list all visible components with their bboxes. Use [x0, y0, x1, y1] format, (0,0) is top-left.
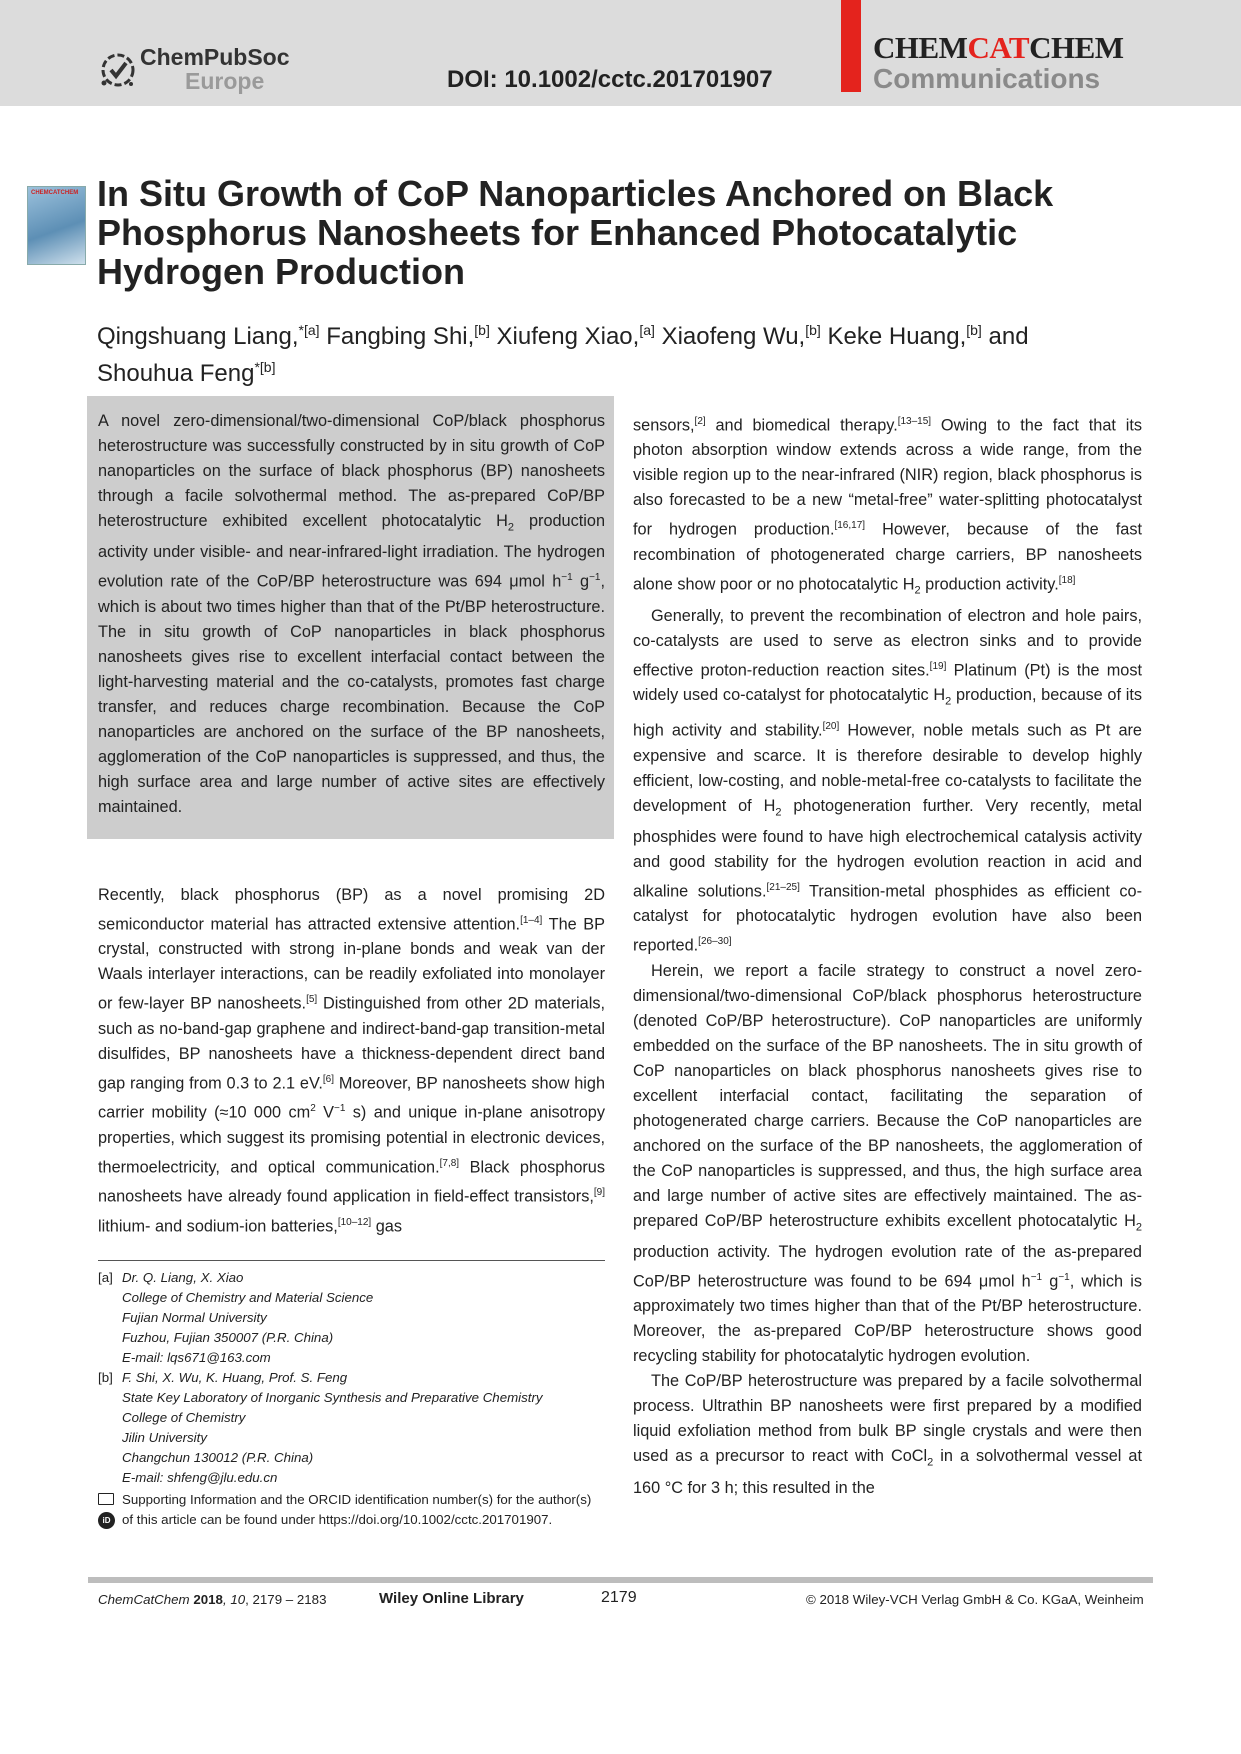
- wiley-online-library-link[interactable]: Wiley Online Library: [379, 1590, 524, 1607]
- text-segment: photogeneration further. Very recently, metal phosphides were found to have high electrochemical catalysis activity and good stability for the hydrogen evolution reaction in acid and alkaline solutions.: [633, 796, 1142, 901]
- abstract-segment: A novel zero-dimensional/two-dimensional CoP/black phosphorus heterostructure was successfully constructed by in situ growth of CoP nanoparticles on the surface of black phosphorus (BP) nanosheets through a facile solvothermal method. The as-prepared CoP/BP heterostructure exhibited excellent photocatalytic H: [98, 412, 605, 530]
- subscript: 2: [507, 521, 515, 534]
- body-paragraph: [633, 604, 1142, 959]
- body-paragraph: [633, 1369, 1142, 1500]
- affiliation-label: [b]: [98, 1370, 113, 1385]
- text-segment: Transition-metal phosphides as efficient co-catalyst for photocatalytic hydrogen evolution have also been reported.: [633, 882, 1142, 955]
- body-column-left: [98, 883, 605, 1239]
- text-segment: and biomedical therapy.: [705, 416, 898, 435]
- footnote-divider: [98, 1260, 605, 1261]
- superscript: −1: [334, 1103, 346, 1115]
- copyright: © 2018 Wiley-VCH Verlag GmbH & Co. KGaA, Weinheim: [806, 1592, 1144, 1607]
- affiliation-b: [98, 1368, 605, 1490]
- affiliation-line: Fujian Normal University: [122, 1310, 267, 1325]
- text-segment: sensors,: [633, 416, 695, 435]
- text-segment: The CoP/BP heterostructure was prepared by a facile solvothermal process. Ultrathin BP nanosheets were first prepared by a modified liquid exfoliation method from bulk BP single crystals and were then used as a precursor to react with CoCl: [633, 1372, 1142, 1466]
- journal-cover-thumbnail[interactable]: [27, 186, 86, 265]
- author-list: [97, 315, 1117, 389]
- subscript: 2: [914, 584, 921, 597]
- article-type: Communications: [873, 63, 1101, 94]
- text-segment: Owing to the fact that its photon absorption window extends across a wide range, from the visible region up to the near-infrared (NIR) region, black phosphorus is also forecasted to be a new “metal-free” water-splitting photocatalyst for hydrogen production.: [633, 416, 1142, 539]
- page-number: 2179: [601, 1589, 637, 1606]
- doi-link[interactable]: DOI: 10.1002/cctc.201701907: [447, 66, 773, 93]
- text-segment: s) and unique in-plane anisotropy properties, which suggest its promising potential in electronic devices, thermoelectricity, and optical communication.: [98, 1103, 605, 1177]
- affiliation-label: [a]: [98, 1270, 113, 1285]
- text-segment: g: [1042, 1272, 1059, 1291]
- affiliation-line: College of Chemistry and Material Science: [122, 1290, 374, 1305]
- reference-link[interactable]: [26–30]: [698, 936, 732, 948]
- footer-pages: , 2179 – 2183: [245, 1592, 327, 1607]
- author-affiliation: [b]: [474, 322, 490, 338]
- cover-label: CHEMCATCHEM: [31, 190, 79, 196]
- journal-header: [0, 0, 1241, 106]
- abstract-text: [98, 409, 605, 820]
- abstract-segment: production activity under visible- and near-infrared-light irradiation. The hydrogen evolution rate of the CoP/BP heterostructure was 694 μmol h: [98, 512, 605, 591]
- author-affiliation: *[a]: [298, 322, 320, 338]
- journal-title-accent: CAT: [967, 30, 1030, 65]
- reference-link[interactable]: [7,8]: [439, 1157, 460, 1169]
- author-name: Qingshuang Liang,: [97, 323, 299, 350]
- author-affiliation: *[b]: [254, 359, 276, 375]
- reference-link[interactable]: [6]: [322, 1073, 334, 1085]
- affiliation-line: Changchun 130012 (P.R. China): [122, 1450, 314, 1465]
- body-paragraph: [633, 959, 1142, 1370]
- footer-journal: ChemCatChem: [98, 1592, 190, 1607]
- abstract-segment: , which is about two times higher than that of the Pt/BP heterostructure. The in situ growth of CoP nanoparticles in black phosphorus nanosheets gives rise to excellent interfacial contact between the light-harvesting material and the co-catalysts, promotes fast charge transfer, and reduces charge recombination. Because the CoP nanoparticles are anchored on the surface of the BP nanosheets, agglomeration of the CoP nanoparticles is suppressed, and thus, the high surface area and large number of active sites are effectively maintained.: [98, 572, 605, 816]
- author-name: Xiaofeng Wu,: [661, 323, 806, 350]
- reference-link[interactable]: [20]: [822, 721, 840, 733]
- text-segment: Generally, to prevent the recombination of electron and hole pairs, co-catalysts are used to serve as electron sinks and to provide effective proton-reduction reaction sites.: [633, 606, 1142, 679]
- reference-link[interactable]: [13–15]: [897, 416, 932, 427]
- affiliation-line: F. Shi, X. Wu, K. Huang, Prof. S. Feng: [122, 1370, 348, 1385]
- subscript: 2: [775, 805, 782, 818]
- affiliation-text: [122, 1368, 543, 1488]
- affiliation-a: [98, 1268, 605, 1370]
- reference-link[interactable]: [21–25]: [766, 881, 800, 893]
- affiliation-line: Jilin University: [122, 1430, 207, 1445]
- superscript: 2: [310, 1103, 316, 1115]
- text-segment: Recently, black phosphorus (BP) as a novel promising 2D semiconductor material has attracted extensive attention.: [98, 886, 605, 934]
- article-title: In Situ Growth of CoP Nanoparticles Anchored on Black Phosphorus Nanosheets for Enhanced Photocatalytic Hydrogen Production: [97, 173, 1054, 292]
- reference-link[interactable]: [10–12]: [337, 1216, 372, 1228]
- footer-volume: , 10: [222, 1592, 246, 1607]
- superscript: −1: [561, 572, 573, 584]
- chempubsoc-logo-icon: [98, 50, 138, 90]
- text-segment: Platinum (Pt) is the most widely used co-catalyst for photocatalytic H: [633, 660, 1142, 704]
- text-segment: However, because of the fast recombination of photogenerated charge carriers, BP nanosheets alone show poor or no photocatalytic H: [633, 520, 1142, 594]
- text-segment: However, noble metals such as Pt are expensive and scarce. It is therefore desirable to develop highly efficient, low-costing, and noble-metal-free co-catalysts to facilitate the development of H: [633, 721, 1142, 815]
- subscript: 2: [927, 1456, 934, 1469]
- affiliation-text: [122, 1268, 373, 1368]
- text-segment: production activity.: [920, 575, 1059, 594]
- text-segment: Black phosphorus nanosheets have already found application in field-effect transistors,: [98, 1158, 605, 1206]
- superscript: −1: [1058, 1271, 1070, 1283]
- affiliation-line: Dr. Q. Liang, X. Xiao: [122, 1270, 244, 1285]
- citation: [98, 1592, 326, 1607]
- body-column-right: [633, 409, 1142, 1501]
- journal-title-part: CHEM: [873, 30, 968, 65]
- author-affiliation: [a]: [639, 322, 655, 338]
- affiliation-line: State Key Laboratory of Inorganic Synthesis and Preparative Chemistry: [122, 1390, 543, 1405]
- author-affiliation: [b]: [966, 322, 982, 338]
- text-segment: production activity. The hydrogen evolution rate of the as-prepared CoP/BP heterostructure was found to be 694 μmol h: [633, 1242, 1142, 1291]
- text-segment: Distinguished from other 2D materials, such as no-band-gap graphene and indirect-band-gap transition-metal disulfides, BP nanosheets have a thickness-dependent direct band gap ranging from 0.3 to 2.1 eV.: [98, 994, 606, 1093]
- text-segment: in a solvothermal vessel at 160 °C for 3 h; this resulted in the: [633, 1447, 1142, 1497]
- publisher-region: Europe: [185, 68, 265, 94]
- reference-link[interactable]: [1–4]: [520, 915, 543, 926]
- superscript: −1: [1030, 1271, 1043, 1283]
- footer-divider: [88, 1577, 1153, 1583]
- body-paragraph: [98, 883, 605, 1239]
- reference-link[interactable]: [9]: [593, 1187, 605, 1199]
- text-segment: V: [315, 1103, 334, 1122]
- text-segment: Herein, we report a facile strategy to construct a novel zero-dimensional/two-dimensional CoP/black phosphorus heterostructure (denoted CoP/BP heterostructure). CoP nanoparticles are uniformly embedded on the surface of the BP nanosheets. The in situ growth of CoP nanoparticles on black phosphorus nanosheets gives rise to excellent interfacial contact, facilitating the separation of photogenerated charge carriers. Because the CoP nanoparticles are anchored on the surface of the BP nanosheets, the agglomeration of the CoP nanoparticles is suppressed, and thus, the high surface area and large number of active sites are effectively maintained. The as-prepared CoP/BP heterostructure exhibits excellent photocatalytic H: [633, 961, 1142, 1230]
- affiliation-line: Fuzhou, Fujian 350007 (P.R. China): [122, 1330, 334, 1345]
- computer-icon: [98, 1493, 114, 1505]
- superscript: −1: [589, 572, 601, 584]
- author-affiliation: [b]: [805, 322, 821, 338]
- author-name: Xiufeng Xiao,: [496, 323, 640, 350]
- text-segment: Moreover, BP nanosheets show high carrier mobility (≈10 000 cm: [98, 1074, 605, 1122]
- reference-link[interactable]: [2]: [694, 416, 706, 427]
- email-link[interactable]: E-mail: shfeng@jlu.edu.cn: [122, 1470, 278, 1485]
- body-paragraph: [633, 409, 1142, 604]
- reference-link[interactable]: [19]: [929, 660, 947, 672]
- brand-accent-bar: [841, 0, 861, 92]
- reference-link[interactable]: [18]: [1058, 574, 1076, 586]
- supporting-info-link[interactable]: Supporting Information and the ORCID identification number(s) for the author(s) of this article can be found under https://doi.org/10.1002/cctc.201701907.: [122, 1492, 592, 1527]
- affiliation-line: College of Chemistry: [122, 1410, 246, 1425]
- journal-title-part: CHEM: [1029, 30, 1124, 65]
- orcid-icon: iD: [98, 1512, 115, 1529]
- author-name: Fangbing Shi,: [326, 323, 475, 350]
- reference-link[interactable]: [5]: [306, 994, 318, 1006]
- abstract-segment: g: [572, 572, 590, 591]
- text-segment: , which is approximately two times higher than that of the Pt/BP heterostructure. Moreover, the as-prepared CoP/BP heterostructure shows good recycling stability for photocatalytic hydrogen evolution.: [633, 1272, 1142, 1366]
- author-name: Keke Huang,: [827, 323, 967, 350]
- subscript: 2: [1135, 1220, 1142, 1233]
- text-segment: gas: [371, 1216, 402, 1235]
- text-segment: lithium- and sodium-ion batteries,: [98, 1216, 338, 1235]
- subscript: 2: [945, 695, 952, 708]
- text-segment: production, because of its high activity and stability.: [633, 685, 1142, 740]
- text-segment: The BP crystal, constructed with strong in-plane bonds and weak van der Waals interlayer interactions, can be readily exfoliated into monolayer or few-layer BP nanosheets.: [98, 915, 605, 1013]
- publisher-name: ChemPubSoc: [140, 44, 290, 70]
- journal-title: [873, 30, 1124, 66]
- reference-link[interactable]: [16,17]: [834, 520, 866, 532]
- footer-year: 2018: [193, 1592, 223, 1607]
- author-name: and Shouhua Feng: [97, 323, 1029, 387]
- email-link[interactable]: E-mail: lqs671@163.com: [122, 1350, 271, 1365]
